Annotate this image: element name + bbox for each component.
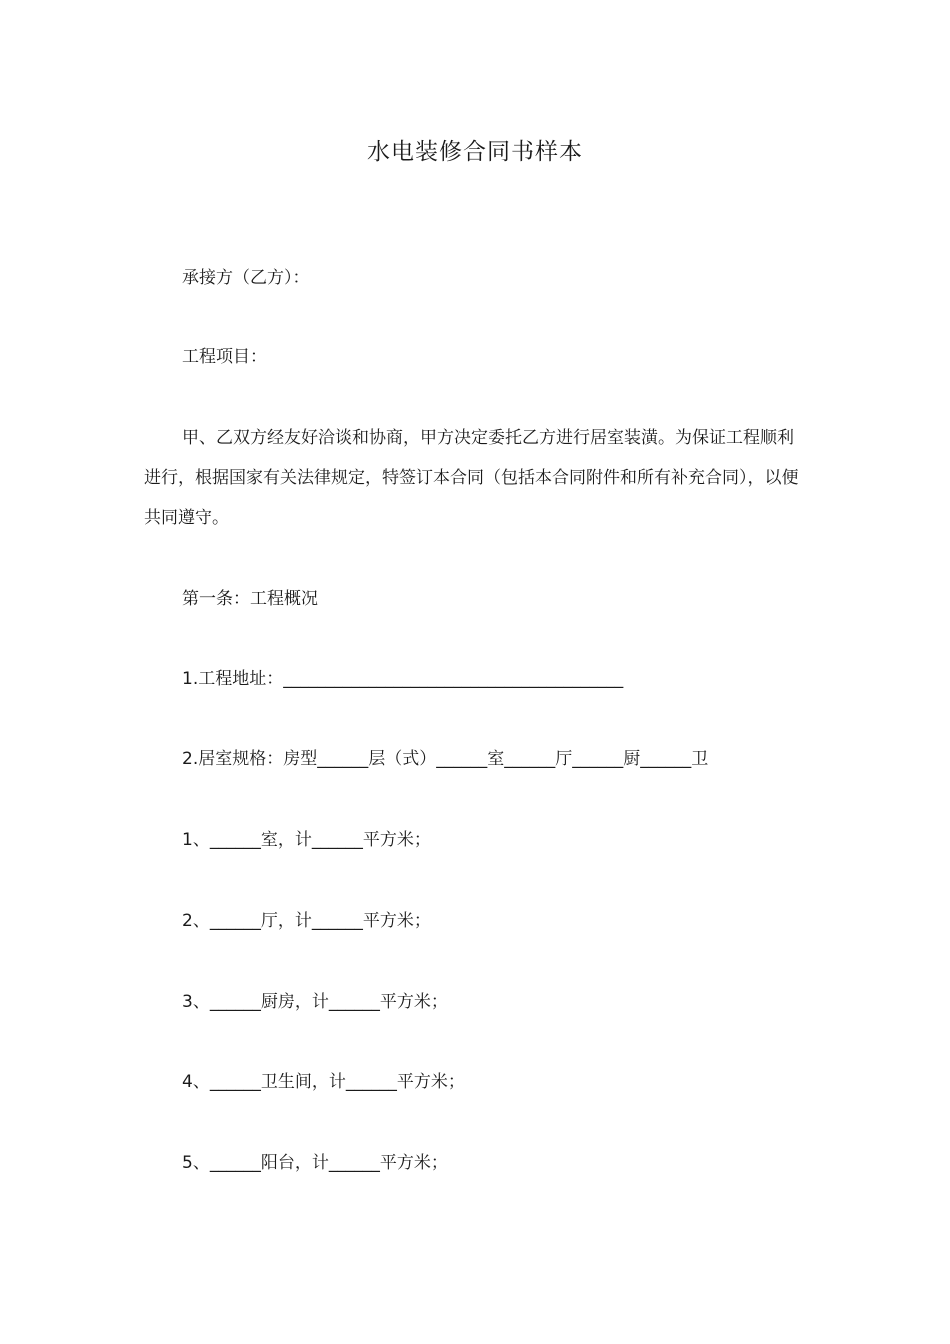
document-title: 水电装修合同书样本: [367, 139, 583, 165]
room-item-4: 4、______卫生间，计______平方米；: [182, 1072, 465, 1092]
room-item-1: 1、______室，计______平方米；: [182, 830, 431, 850]
item-address: 1.工程地址：________________________________________: [182, 669, 624, 689]
room-item-2: 2、______厅，计______平方米；: [182, 911, 431, 931]
article-1-heading: 第一条：工程概况: [182, 589, 318, 609]
contractor-line: 承接方（乙方）：: [182, 268, 310, 288]
intro-paragraph: 甲、乙双方经友好洽谈和协商，甲方决定委托乙方进行居室装潢。为保证工程顺利进行，根据国家有关法律规定，特签订本合同（包括本合同附件和所有补充合同），以便共同遵守。: [144, 428, 799, 528]
room-item-3: 3、______厨房，计______平方米；: [182, 992, 448, 1012]
project-line: 工程项目：: [182, 347, 267, 367]
room-item-5: 5、______阳台，计______平方米；: [182, 1153, 448, 1173]
item-room-spec: 2.居室规格：房型______层（式）______室______厅______厨______卫: [182, 749, 709, 769]
